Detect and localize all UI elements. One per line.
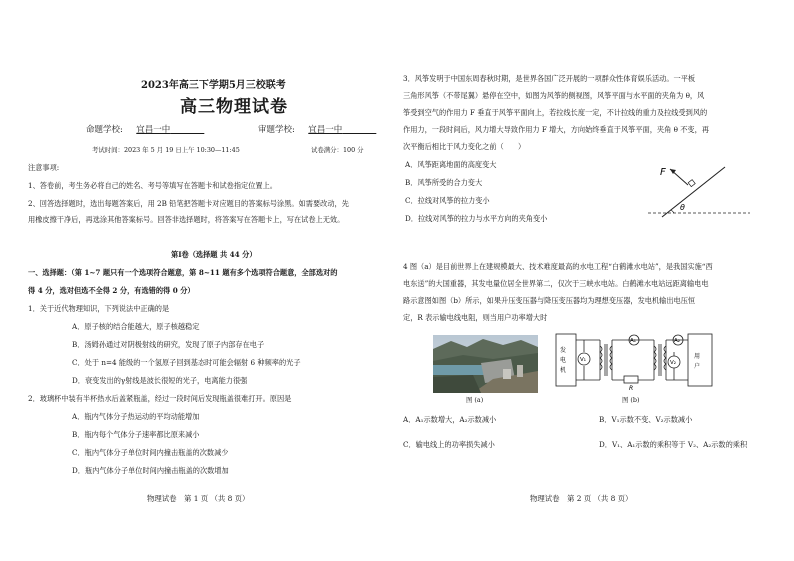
mc-intro-a: 一、选择题：（第 1~7 题只有一个选项符合题意，第 8~11 题有多个选项符合题意，全部选对的 [28,268,338,277]
q3-option-a: A．风筝距离地面的高度变大 [405,160,497,169]
generator-label-1: 发 [560,347,567,354]
q4-option-d: D．V₁、A₁示数的乘积等于 V₂、A₂示数的乘积 [599,440,748,449]
kite-plane-line [662,167,725,217]
subject-title: 高三物理试卷 [180,97,288,117]
q4-option-c: C．输电线上的功率损失减小 [403,440,495,449]
reviewer-label: 审题学校: [258,125,295,135]
q3-option-d: D．拉线对风筝的拉力与水平方向的夹角变小 [405,214,548,223]
notice-title: 注意事项: [28,163,60,172]
user-label-2: 户 [694,363,701,370]
q3-line-2: 三角形风筝（不带尾翼）悬停在空中，如图为风筝的侧视图，风筝平面与水平面的夹角为 θ，风 [403,91,705,100]
mc-intro-b: 得 4 分，选对但选不全得 2 分，有选错的得 0 分） [28,286,195,295]
dam-photo [433,335,538,393]
reviewer-school: 宜昌一中 [308,125,343,135]
force-label: F [660,167,666,178]
generator-label-3: 机 [560,367,567,374]
q3-line-4: 作用力，一段时间后，风力增大导致作用力 F 增大，方向始终垂直于风筝平面，夹角 θ 不变，再 [403,125,709,134]
reviewer-row [258,123,376,135]
q1-option-d: D．衰变发出的γ射线是波长很短的光子，电离能力很强 [72,376,248,385]
notice-2a: 2、回答选择题时，选出每题答案后，用 2B 铅笔把答题卡对应题目的答案标号涂黑。如需要改动，先 [28,199,349,208]
fig-a-caption: 图 (a) [466,396,484,404]
setter-label: 命题学校: [86,125,123,135]
q3-option-c: C．拉线对风筝的拉力变小 [405,196,490,205]
q2-stem: 2．玻璃杯中装有半杯热水后盖紧瓶盖，经过一段时间后发现瓶盖很难打开。原因是 [28,394,292,403]
fig-b-caption: 图 (b) [622,396,640,404]
angle-label: θ [680,203,685,212]
q1-option-b: B．汤姆孙通过对阴极射线的研究，发现了原子内部存在电子 [72,340,265,349]
kite-diagram [640,155,755,230]
q4-line-2: 电东送”的大国重器，其发电量位居全世界第二，仅次于三峡水电站。白鹤滩水电站远距离输电电 [403,279,709,288]
q1-option-c: C．处于 n=4 能级的一个氢原子回到基态时可能会辐射 6 种频率的光子 [72,358,301,367]
resistor-r [624,376,638,383]
user-box [688,334,712,386]
a1-label: A₁ [630,338,636,344]
q4-line-3: 路示意图如图（b）所示，如果升压变压器与降压变压器均为理想变压器，发电机输出电压恒 [403,296,696,305]
exam-time: 考试时间：2023 年 5 月 19 日上午 10:30—11:45 [92,146,240,154]
v1-label: V₁ [580,357,586,363]
q3-line-5: 次平衡后相比于风力变化之前（ ） [403,142,526,151]
notice-1: 1、答卷前，考生务必将自己的姓名、考号等填写在答题卡和试卷指定位置上。 [28,181,277,190]
q4-line-4: 定，R 表示输电线电阻，则当用户功率增大时 [403,313,548,322]
q3-option-b: B．风筝所受的合力变大 [405,178,483,187]
exam-title: 2023年高三下学期5月三校联考 [141,80,286,91]
footer-page-1: 物理试卷 第 1 页 （共 8 页） [147,494,250,503]
q2-option-b: B．瓶内每个气体分子速率都比原来减小 [72,430,200,439]
q4-line-1: 4 图（a）是目前世界上在建规模最大、技术难度最高的水电工程“白鹤滩水电站”，是我国实施“西 [403,262,713,271]
q1-stem: 1．关于近代物理知识，下列说法中正确的是 [28,304,170,313]
setter-school: 宜昌一中 [136,125,171,135]
setter-row [86,123,204,135]
full-score: 试卷满分：100 分 [311,146,364,154]
angle-arc [671,210,674,213]
generator-label-2: 电 [560,357,567,364]
user-label-1: 用 [694,353,701,360]
q4-option-b: B．V₁示数不变、V₂示数减小 [599,415,693,424]
q3-line-1: 3．风筝发明于中国东周春秋时期，是世界各国广泛开展的一项群众性体育娱乐活动。一平板 [403,74,696,83]
footer-page-2: 物理试卷 第 2 页 （共 8 页） [530,494,633,503]
q1-option-a: A．原子核的结合能越大，原子核越稳定 [72,322,200,331]
circuit-diagram [554,330,714,392]
a2-label: A₂ [674,338,680,344]
right-angle-mark [688,180,695,187]
q4-option-a: A．A₁示数增大，A₂示数减小 [403,415,497,424]
q2-option-a: A．瓶内气体分子热运动的平均动能增加 [72,412,200,421]
q2-option-c: C．瓶内气体分子单位时间内撞击瓶盖的次数减少 [72,448,229,457]
section-title: 第Ⅰ卷（选择题 共 44 分） [171,250,257,259]
r-label: R [629,385,634,392]
q2-option-d: D．瓶内气体分子单位时间内撞击瓶盖的次数增加 [72,466,229,475]
notice-2b: 用橡皮擦干净后，再选涂其他答案标号。回答非选择题时，将答案写在答题卡上，写在试卷上无效。 [28,215,345,224]
v2-label: V₂ [670,360,676,366]
q3-line-3: 筝受到空气的作用力 F 垂直于风筝平面向上，若拉线长度一定，不计拉线的重力及拉线受到风的 [403,108,708,117]
